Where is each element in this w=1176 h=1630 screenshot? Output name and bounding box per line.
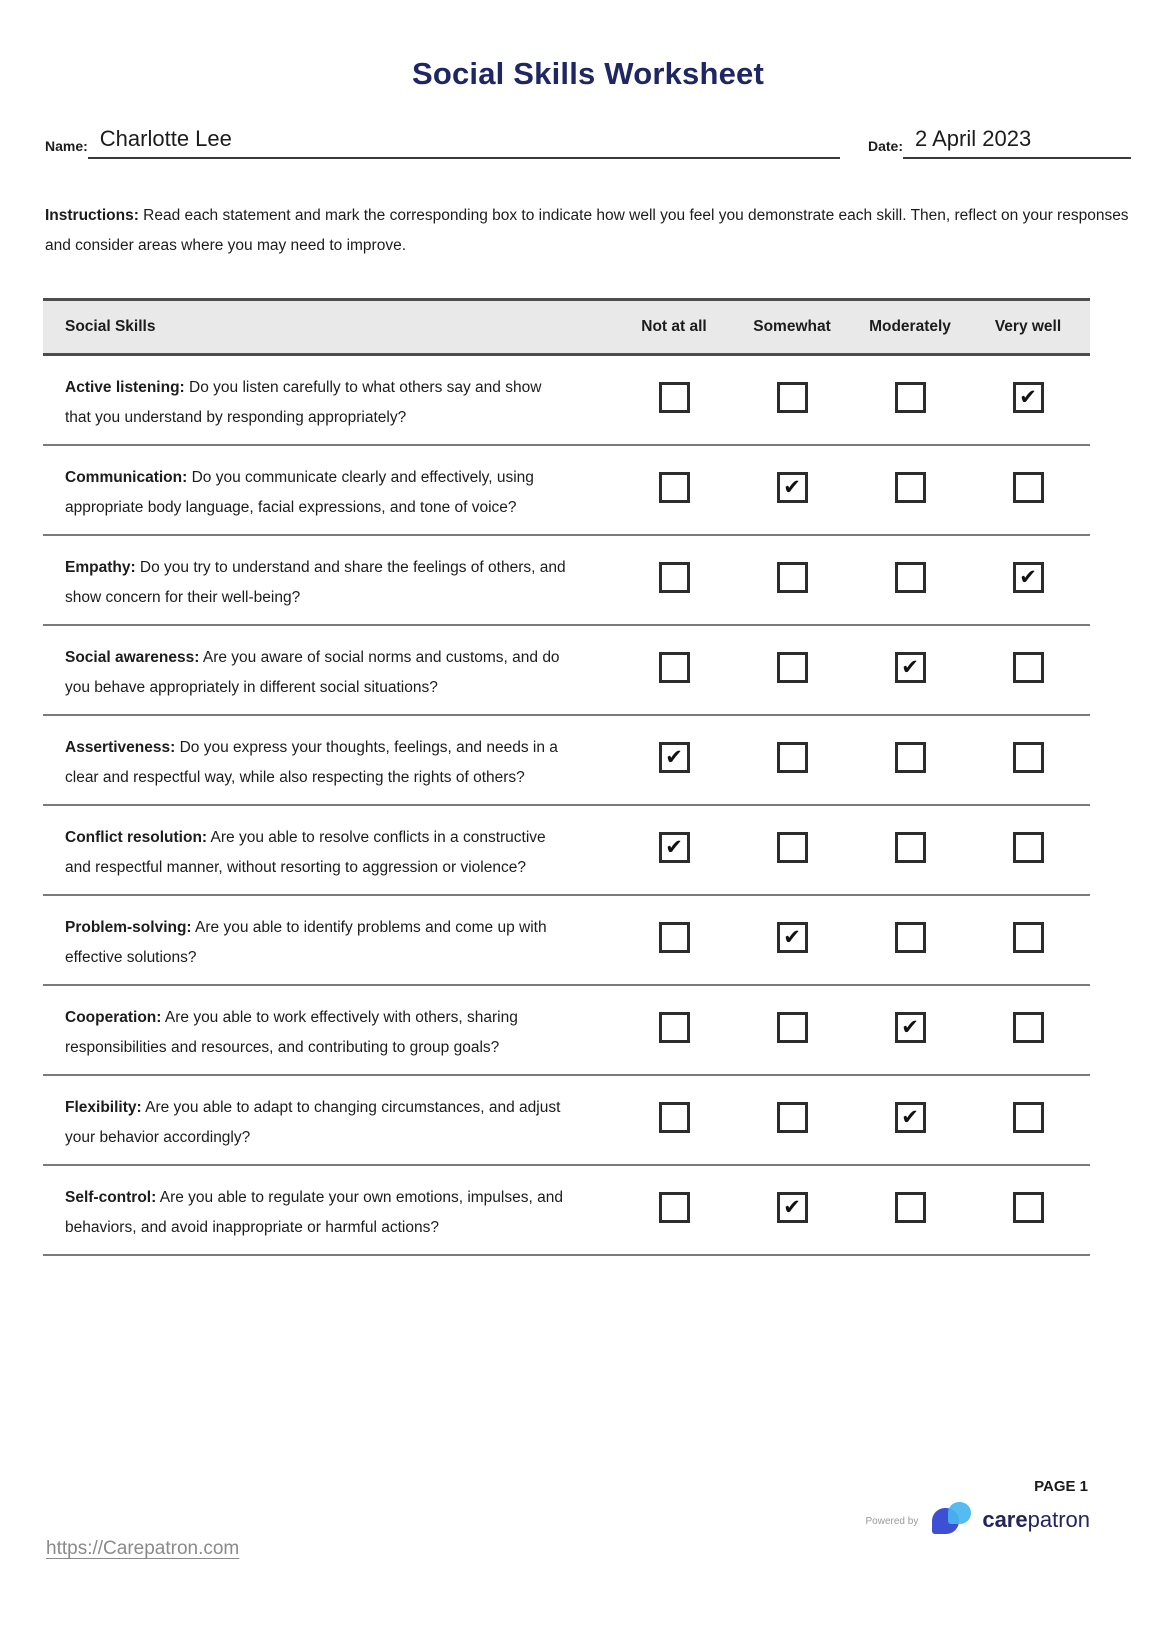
option-cell-somewhat — [733, 446, 851, 515]
table-row — [43, 446, 1090, 536]
table-body — [43, 356, 1090, 1256]
option-cell-somewhat — [733, 986, 851, 1055]
option-cell-not-at-all — [615, 1076, 733, 1145]
skill-description: Are you able to work effectively with others, sharing responsibilities and resources, and contributing to group goals? — [65, 1009, 518, 1056]
checkbox-somewhat[interactable] — [777, 652, 808, 683]
checkbox-moderately[interactable] — [895, 1192, 926, 1223]
checkbox-not-at-all[interactable] — [659, 1012, 690, 1043]
checkbox-not-at-all[interactable] — [659, 922, 690, 953]
checkbox-somewhat[interactable] — [777, 1192, 808, 1223]
checkbox-not-at-all[interactable] — [659, 382, 690, 413]
skill-name: Problem-solving: — [65, 919, 192, 936]
skill-description: Do you communicate clearly and effectively, using appropriate body language, facial expressions, and tone of voice? — [65, 469, 534, 516]
checkbox-very-well[interactable] — [1013, 742, 1044, 773]
table-header — [43, 298, 1090, 356]
option-cell-very-well — [969, 446, 1087, 515]
option-cell-moderately — [851, 1076, 969, 1145]
checkbox-very-well[interactable] — [1013, 1012, 1044, 1043]
skill-cell — [43, 626, 615, 714]
chat-bubble-light-icon — [948, 1502, 971, 1524]
checkbox-somewhat[interactable] — [777, 562, 808, 593]
table-row — [43, 356, 1090, 446]
option-cell-very-well — [969, 896, 1087, 965]
skill-cell — [43, 1076, 615, 1164]
skill-cell — [43, 1166, 615, 1254]
checkbox-moderately[interactable] — [895, 1012, 926, 1043]
skill-description: Do you try to understand and share the feelings of others, and show concern for their well-being? — [65, 559, 566, 606]
checkmark: ✔ — [901, 1106, 919, 1129]
option-cell-very-well — [969, 536, 1087, 605]
checkbox-very-well[interactable] — [1013, 652, 1044, 683]
checkmark: ✔ — [901, 656, 919, 679]
option-cell-very-well — [969, 356, 1087, 425]
checkbox-moderately[interactable] — [895, 382, 926, 413]
checkbox-moderately[interactable] — [895, 472, 926, 503]
checkbox-not-at-all[interactable] — [659, 562, 690, 593]
skill-description: Do you listen carefully to what others say and show that you understand by responding appropriately? — [65, 379, 542, 426]
option-cell-not-at-all — [615, 986, 733, 1055]
option-cell-very-well — [969, 626, 1087, 695]
checkbox-very-well[interactable] — [1013, 1192, 1044, 1223]
table-row — [43, 626, 1090, 716]
skill-cell — [43, 716, 615, 804]
skill-description: Are you able to regulate your own emotions, impulses, and behaviors, and avoid inappropriate or harmful actions? — [65, 1189, 563, 1236]
checkmark: ✔ — [783, 926, 801, 949]
skill-name: Cooperation: — [65, 1009, 162, 1026]
table-row — [43, 896, 1090, 986]
checkbox-somewhat[interactable] — [777, 742, 808, 773]
skill-name: Social awareness: — [65, 649, 200, 666]
checkmark: ✔ — [665, 746, 683, 769]
skill-cell — [43, 986, 615, 1074]
page-title: Social Skills Worksheet — [411, 56, 765, 91]
checkbox-very-well[interactable] — [1013, 472, 1044, 503]
carepatron-logo-icon — [932, 1498, 974, 1538]
checkbox-moderately[interactable] — [895, 652, 926, 683]
skill-name: Assertiveness: — [65, 739, 176, 756]
skill-name: Self-control: — [65, 1189, 157, 1206]
checkbox-somewhat[interactable] — [777, 1012, 808, 1043]
name-label: Name: — [45, 138, 88, 154]
instructions-text: Read each statement and mark the corresponding box to indicate how well you feel you demonstrate each skill. Then, reflect on your responses and consider areas where you may need to improve. — [45, 207, 1129, 254]
instructions — [45, 201, 1131, 261]
column-header-moderately: Moderately — [869, 318, 951, 335]
checkbox-not-at-all[interactable] — [659, 1192, 690, 1223]
checkbox-very-well[interactable] — [1013, 832, 1044, 863]
option-cell-not-at-all — [615, 446, 733, 515]
checkbox-moderately[interactable] — [895, 922, 926, 953]
option-cell-moderately — [851, 536, 969, 605]
option-cell-somewhat — [733, 806, 851, 875]
skill-cell — [43, 536, 615, 624]
option-cell-somewhat — [733, 356, 851, 425]
column-header-not-at-all: Not at all — [641, 318, 707, 335]
table-row — [43, 986, 1090, 1076]
checkbox-very-well[interactable] — [1013, 562, 1044, 593]
checkbox-somewhat[interactable] — [777, 382, 808, 413]
column-header-very-well: Very well — [994, 318, 1062, 335]
checkbox-somewhat[interactable] — [777, 922, 808, 953]
option-cell-very-well — [969, 1076, 1087, 1145]
name-date-row — [45, 126, 1131, 159]
checkbox-moderately[interactable] — [895, 832, 926, 863]
powered-by-label: Powered by — [865, 1515, 919, 1527]
option-cell-moderately — [851, 1166, 969, 1235]
option-cell-moderately — [851, 986, 969, 1055]
name-field[interactable]: Charlotte Lee — [88, 126, 840, 159]
option-cell-very-well — [969, 806, 1087, 875]
brand-block — [866, 1498, 1090, 1538]
skill-cell — [43, 446, 615, 534]
table-row — [43, 806, 1090, 896]
skill-name: Communication: — [65, 469, 188, 486]
table-row — [43, 1166, 1090, 1256]
table-row — [43, 1076, 1090, 1166]
checkmark: ✔ — [783, 1196, 801, 1219]
checkbox-not-at-all[interactable] — [659, 472, 690, 503]
option-cell-somewhat — [733, 716, 851, 785]
checkbox-not-at-all[interactable] — [659, 1102, 690, 1133]
table-row — [43, 716, 1090, 806]
checkmark: ✔ — [783, 476, 801, 499]
option-cell-moderately — [851, 716, 969, 785]
checkbox-somewhat[interactable] — [777, 832, 808, 863]
skill-cell — [43, 896, 615, 984]
brand-wordmark — [982, 1507, 1090, 1533]
column-header-somewhat: Somewhat — [753, 318, 831, 335]
option-cell-moderately — [851, 896, 969, 965]
skill-name: Empathy: — [65, 559, 136, 576]
skill-cell — [43, 806, 615, 894]
checkmark: ✔ — [665, 836, 683, 859]
date-field[interactable]: 2 April 2023 — [903, 126, 1131, 159]
brand-care: care — [982, 1507, 1028, 1532]
option-cell-moderately — [851, 806, 969, 875]
option-cell-not-at-all — [615, 1166, 733, 1235]
checkbox-very-well[interactable] — [1013, 1102, 1044, 1133]
option-cell-not-at-all — [615, 626, 733, 695]
checkmark: ✔ — [1019, 566, 1037, 589]
option-cell-not-at-all — [615, 716, 733, 785]
checkbox-moderately[interactable] — [895, 742, 926, 773]
checkbox-moderately[interactable] — [895, 562, 926, 593]
option-cell-very-well — [969, 716, 1087, 785]
footer-link[interactable]: https://Carepatron.com — [46, 1538, 240, 1559]
option-cell-somewhat — [733, 896, 851, 965]
option-cell-somewhat — [733, 536, 851, 605]
option-cell-very-well — [969, 1166, 1087, 1235]
option-cell-moderately — [851, 446, 969, 515]
instructions-label: Instructions: — [45, 207, 139, 224]
checkbox-somewhat[interactable] — [777, 1102, 808, 1133]
skill-name: Conflict resolution: — [65, 829, 208, 846]
option-cell-not-at-all — [615, 536, 733, 605]
skill-description: Do you express your thoughts, feelings, and needs in a clear and respectful way, while also respecting the rights of others? — [65, 739, 558, 786]
skill-description: Are you able to identify problems and come up with effective solutions? — [65, 919, 547, 966]
skill-description: Are you able to resolve conflicts in a constructive and respectful manner, without resorting to aggression or violence? — [65, 829, 546, 876]
option-cell-very-well — [969, 986, 1087, 1055]
checkbox-not-at-all[interactable] — [659, 832, 690, 863]
checkbox-very-well[interactable] — [1013, 922, 1044, 953]
table-row — [43, 536, 1090, 626]
option-cell-not-at-all — [615, 356, 733, 425]
checkmark: ✔ — [901, 1016, 919, 1039]
checkmark: ✔ — [1019, 386, 1037, 409]
skill-name: Active listening: — [65, 379, 185, 396]
date-label: Date: — [867, 138, 903, 154]
option-cell-moderately — [851, 356, 969, 425]
option-cell-moderately — [851, 626, 969, 695]
skill-name: Flexibility: — [65, 1099, 142, 1116]
option-cell-not-at-all — [615, 806, 733, 875]
skill-cell — [43, 356, 615, 444]
option-cell-not-at-all — [615, 896, 733, 965]
checkbox-moderately[interactable] — [895, 1102, 926, 1133]
checkbox-somewhat[interactable] — [777, 472, 808, 503]
skills-table — [43, 298, 1090, 1256]
column-header-social-skills: Social Skills — [65, 318, 156, 335]
brand-patron: patron — [1027, 1507, 1090, 1532]
option-cell-somewhat — [733, 1166, 851, 1235]
skill-description: Are you able to adapt to changing circumstances, and adjust your behavior accordingly? — [65, 1099, 561, 1146]
skill-description: Are you aware of social norms and customs, and do you behave appropriately in different social situations? — [65, 649, 560, 696]
checkbox-very-well[interactable] — [1013, 382, 1044, 413]
checkbox-not-at-all[interactable] — [659, 652, 690, 683]
page-number: PAGE 1 — [1034, 1478, 1088, 1495]
checkbox-not-at-all[interactable] — [659, 742, 690, 773]
option-cell-somewhat — [733, 626, 851, 695]
option-cell-somewhat — [733, 1076, 851, 1145]
